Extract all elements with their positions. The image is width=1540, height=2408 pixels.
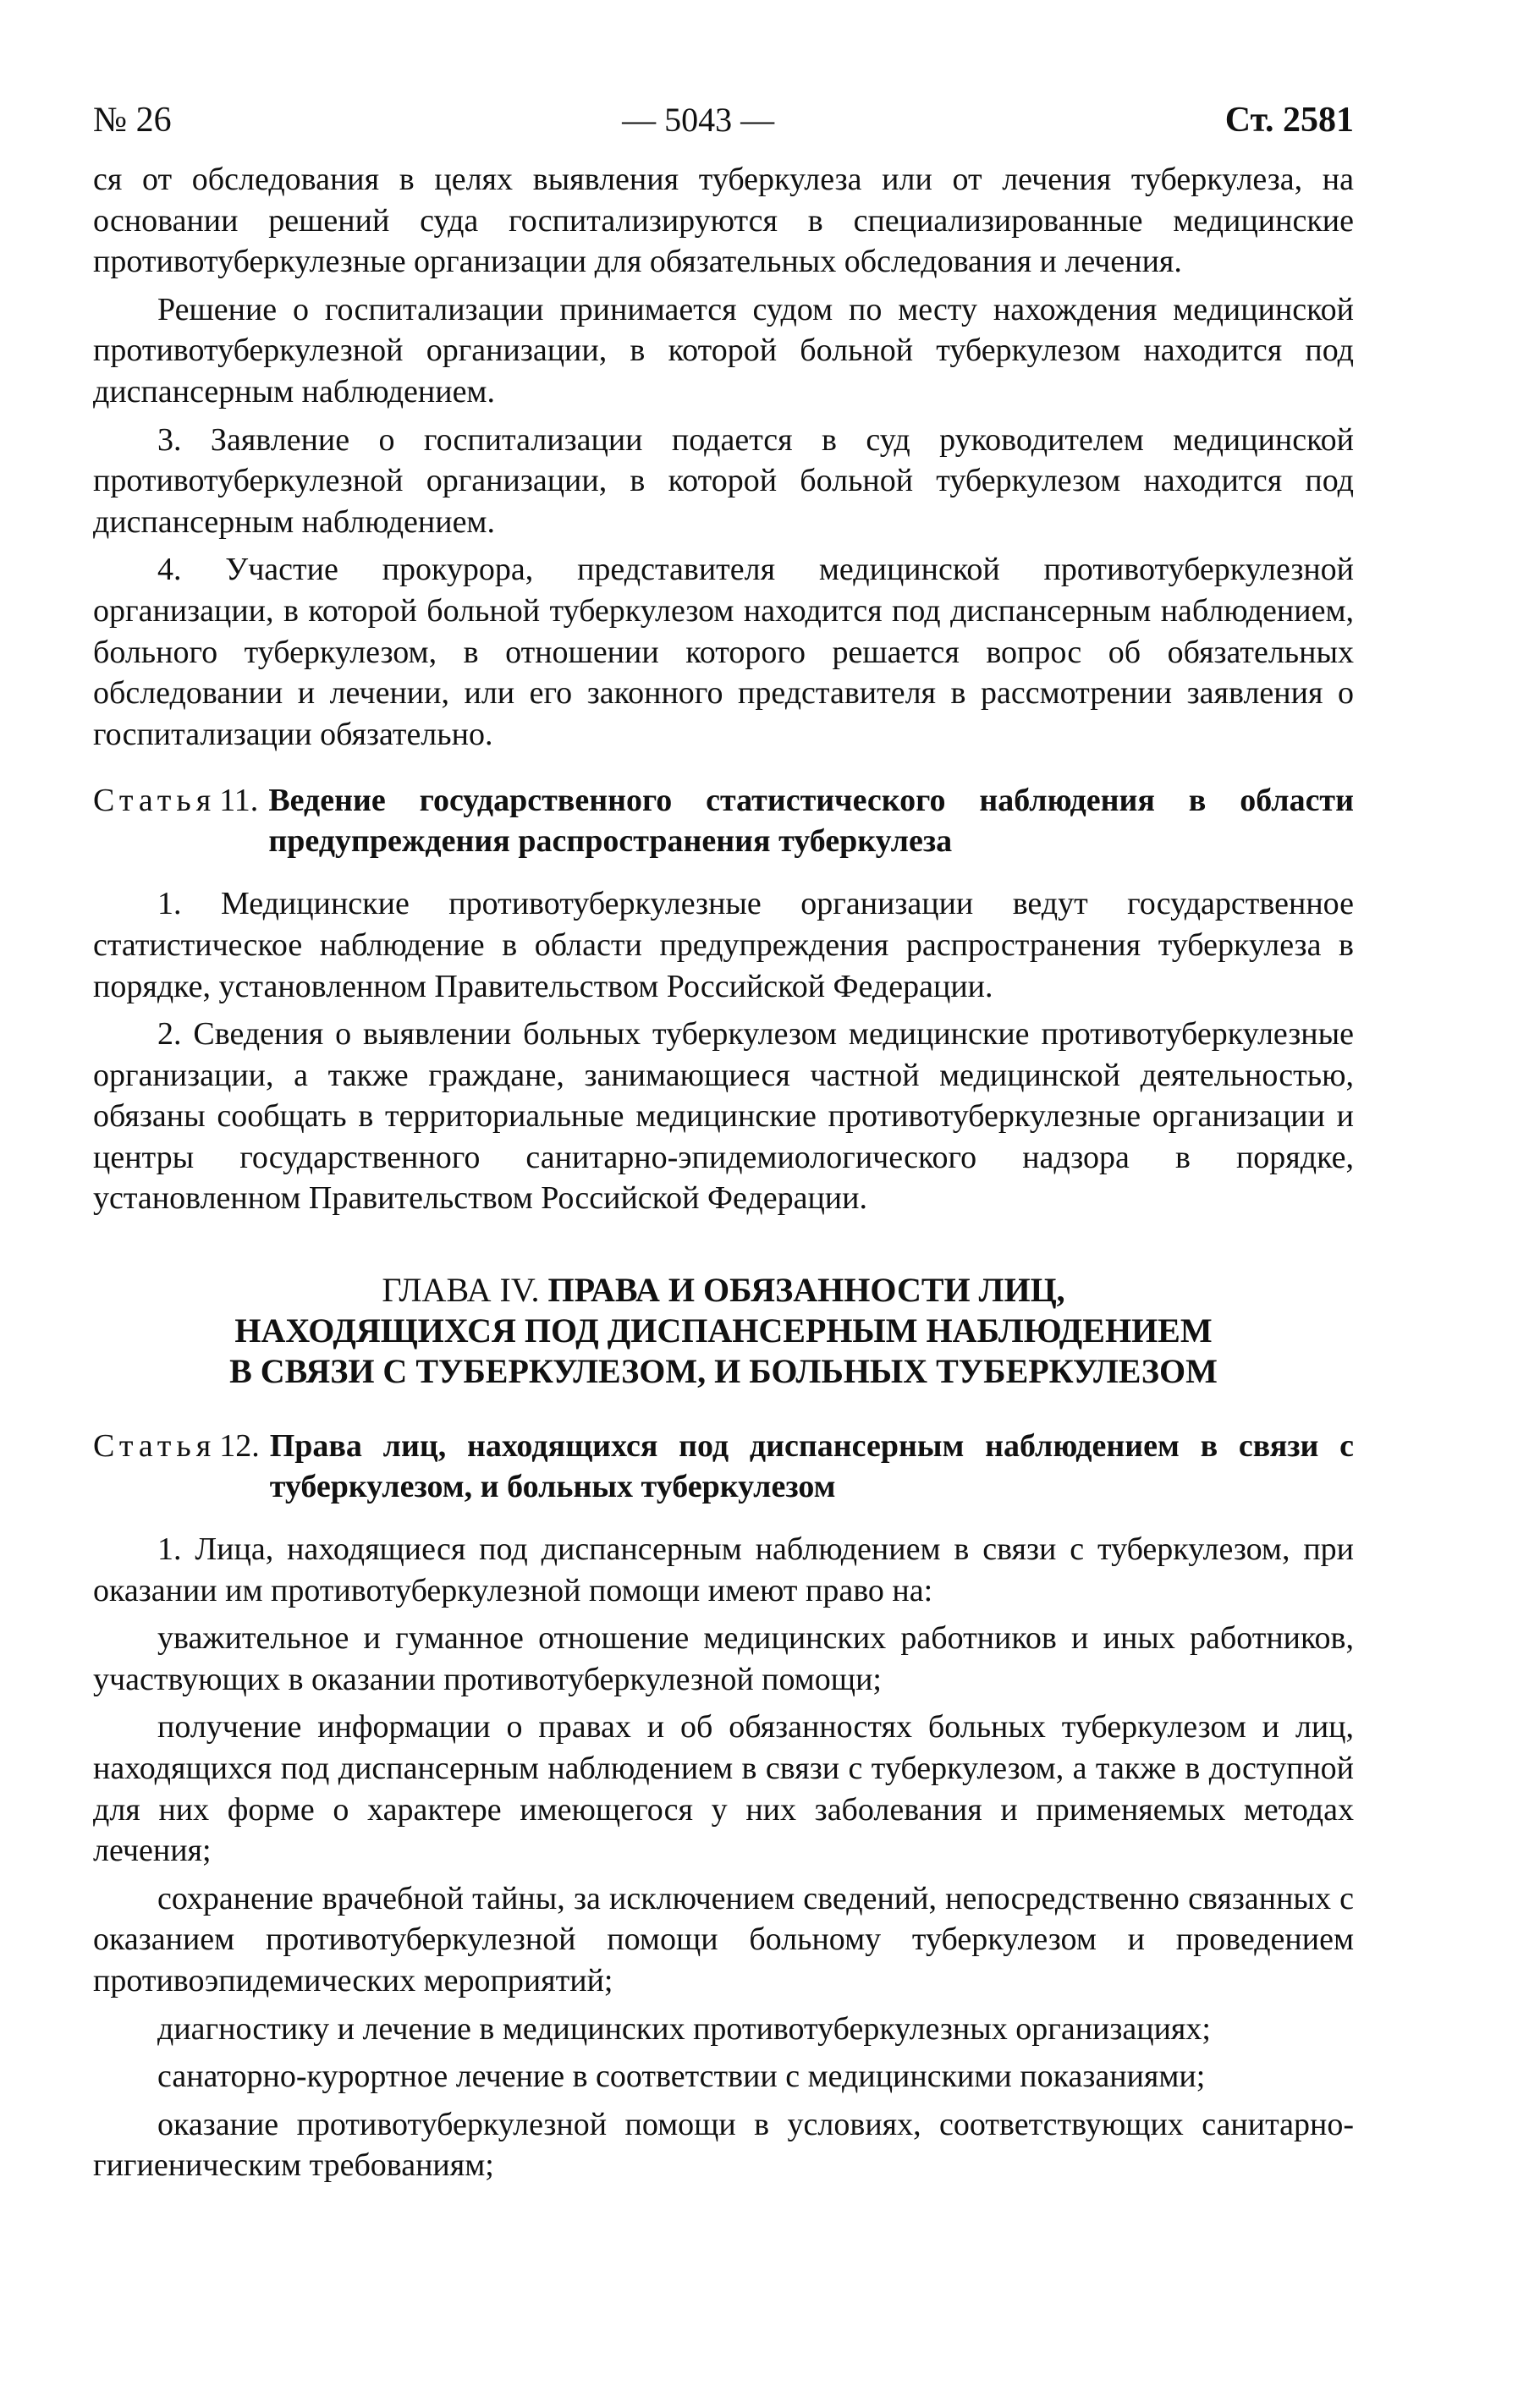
- chapter-title-line-1: ПРАВА И ОБЯЗАННОСТИ ЛИЦ,: [547, 1271, 1065, 1310]
- issue-number: № 26: [93, 101, 172, 140]
- paragraph: получение информации о правах и об обязанностях больных туберкулезом и лиц, находящихся под диспансерным наблюдением в связи с туберкулезом, а также в доступной для них форме о характере имеющегося у них заболевания и применяемых методах лечения;: [93, 1709, 1354, 1869]
- paragraph: 2. Сведения о выявлении больных туберкулезом медицинские противотуберкулезные организации, а также граждане, занимающиеся частной медицинской деятельностью, обязаны сообщать в территориальные медицинские противотуберкулезные организации и центры государственного санитарно-эпидемиологического надзора в порядке, установленном Правительством Российской Федерации.: [93, 1016, 1354, 1217]
- paragraph: сохранение врачебной тайны, за исключением сведений, непосредственно связанных с оказанием противотуберкулезной помощи больному туберкулезом и проведением противоэпидемических мероприятий;: [93, 1880, 1354, 1998]
- article-label: Статья: [93, 783, 217, 819]
- document-body: [93, 159, 1354, 2186]
- document-page: [93, 100, 1354, 2193]
- chapter-prefix: ГЛАВА IV.: [382, 1271, 540, 1310]
- chapter-title-line-3: В СВЯЗИ С ТУБЕРКУЛЕЗОМ, И БОЛЬНЫХ ТУБЕРКУЛЕЗОМ: [229, 1352, 1218, 1391]
- paragraph: 1. Лица, находящиеся под диспансерным наблюдением в связи с туберкулезом, при оказании им противотуберкулезной помощи имеют право на:: [93, 1531, 1354, 1608]
- paragraph: диагностику и лечение в медицинских противотуберкулезных организациях;: [157, 2010, 1211, 2047]
- article-title: Ведение государственного статистического наблюдения в области предупреждения распространения туберкулеза: [268, 783, 1354, 860]
- article-11-heading: [93, 780, 1354, 861]
- paragraph: уважительное и гуманное отношение медицинских работников и иных работников, участвующих в оказании противотуберкулезной помощи;: [93, 1620, 1354, 1697]
- article-number: 12.: [219, 1428, 260, 1465]
- article-number: 11.: [219, 783, 259, 819]
- paragraph: Решение о госпитализации принимается судом по месту нахождения медицинской противотуберкулезной организации, в которой больной туберкулезом находится под диспансерным наблюдением.: [93, 291, 1354, 410]
- chapter-title-line-2: НАХОДЯЩИХСЯ ПОД ДИСПАНСЕРНЫМ НАБЛЮДЕНИЕМ: [234, 1311, 1213, 1350]
- article-title: Права лиц, находящихся под диспансерным наблюдением в связи с туберкулезом, и больных туберкулезом: [269, 1428, 1354, 1505]
- paragraph: 1. Медицинские противотуберкулезные организации ведут государственное статистическое наблюдение в области предупреждения распространения туберкулеза в порядке, установленном Правительством Российской Федерации.: [93, 886, 1354, 1004]
- article-reference: Ст. 2581: [1224, 101, 1354, 140]
- article-label: Статья: [93, 1428, 217, 1465]
- paragraph: 3. Заявление о госпитализации подается в суд руководителем медицинской противотуберкулезной организации, в которой больной туберкулезом находится под диспансерным наблюдением.: [93, 421, 1354, 540]
- paragraph: оказание противотуберкулезной помощи в условиях, соответствующих санитарно-гигиеническим требованиям;: [93, 2106, 1354, 2184]
- page-header: [93, 100, 1354, 140]
- page-number: — 5043 —: [622, 101, 775, 139]
- paragraph: 4. Участие прокурора, представителя медицинской противотуберкулезной организации, в которой больной туберкулезом находится под диспансерным наблюдением, больного туберкулезом, в отношении которого решается вопрос об обязательных обследовании и лечении, или его законного представителя в рассмотрении заявления о госпитализации обязательно.: [93, 552, 1354, 752]
- paragraph: ся от обследования в целях выявления туберкулеза или от лечения туберкулеза, на основании решений суда госпитализируются в специализированные медицинские противотуберкулезные организации для обязательных обследования и лечения.: [93, 162, 1354, 280]
- paragraph: санаторно-курортное лечение в соответствии с медицинскими показаниями;: [157, 2059, 1206, 2095]
- article-12-heading: [93, 1426, 1354, 1507]
- chapter-heading: [93, 1270, 1354, 1392]
